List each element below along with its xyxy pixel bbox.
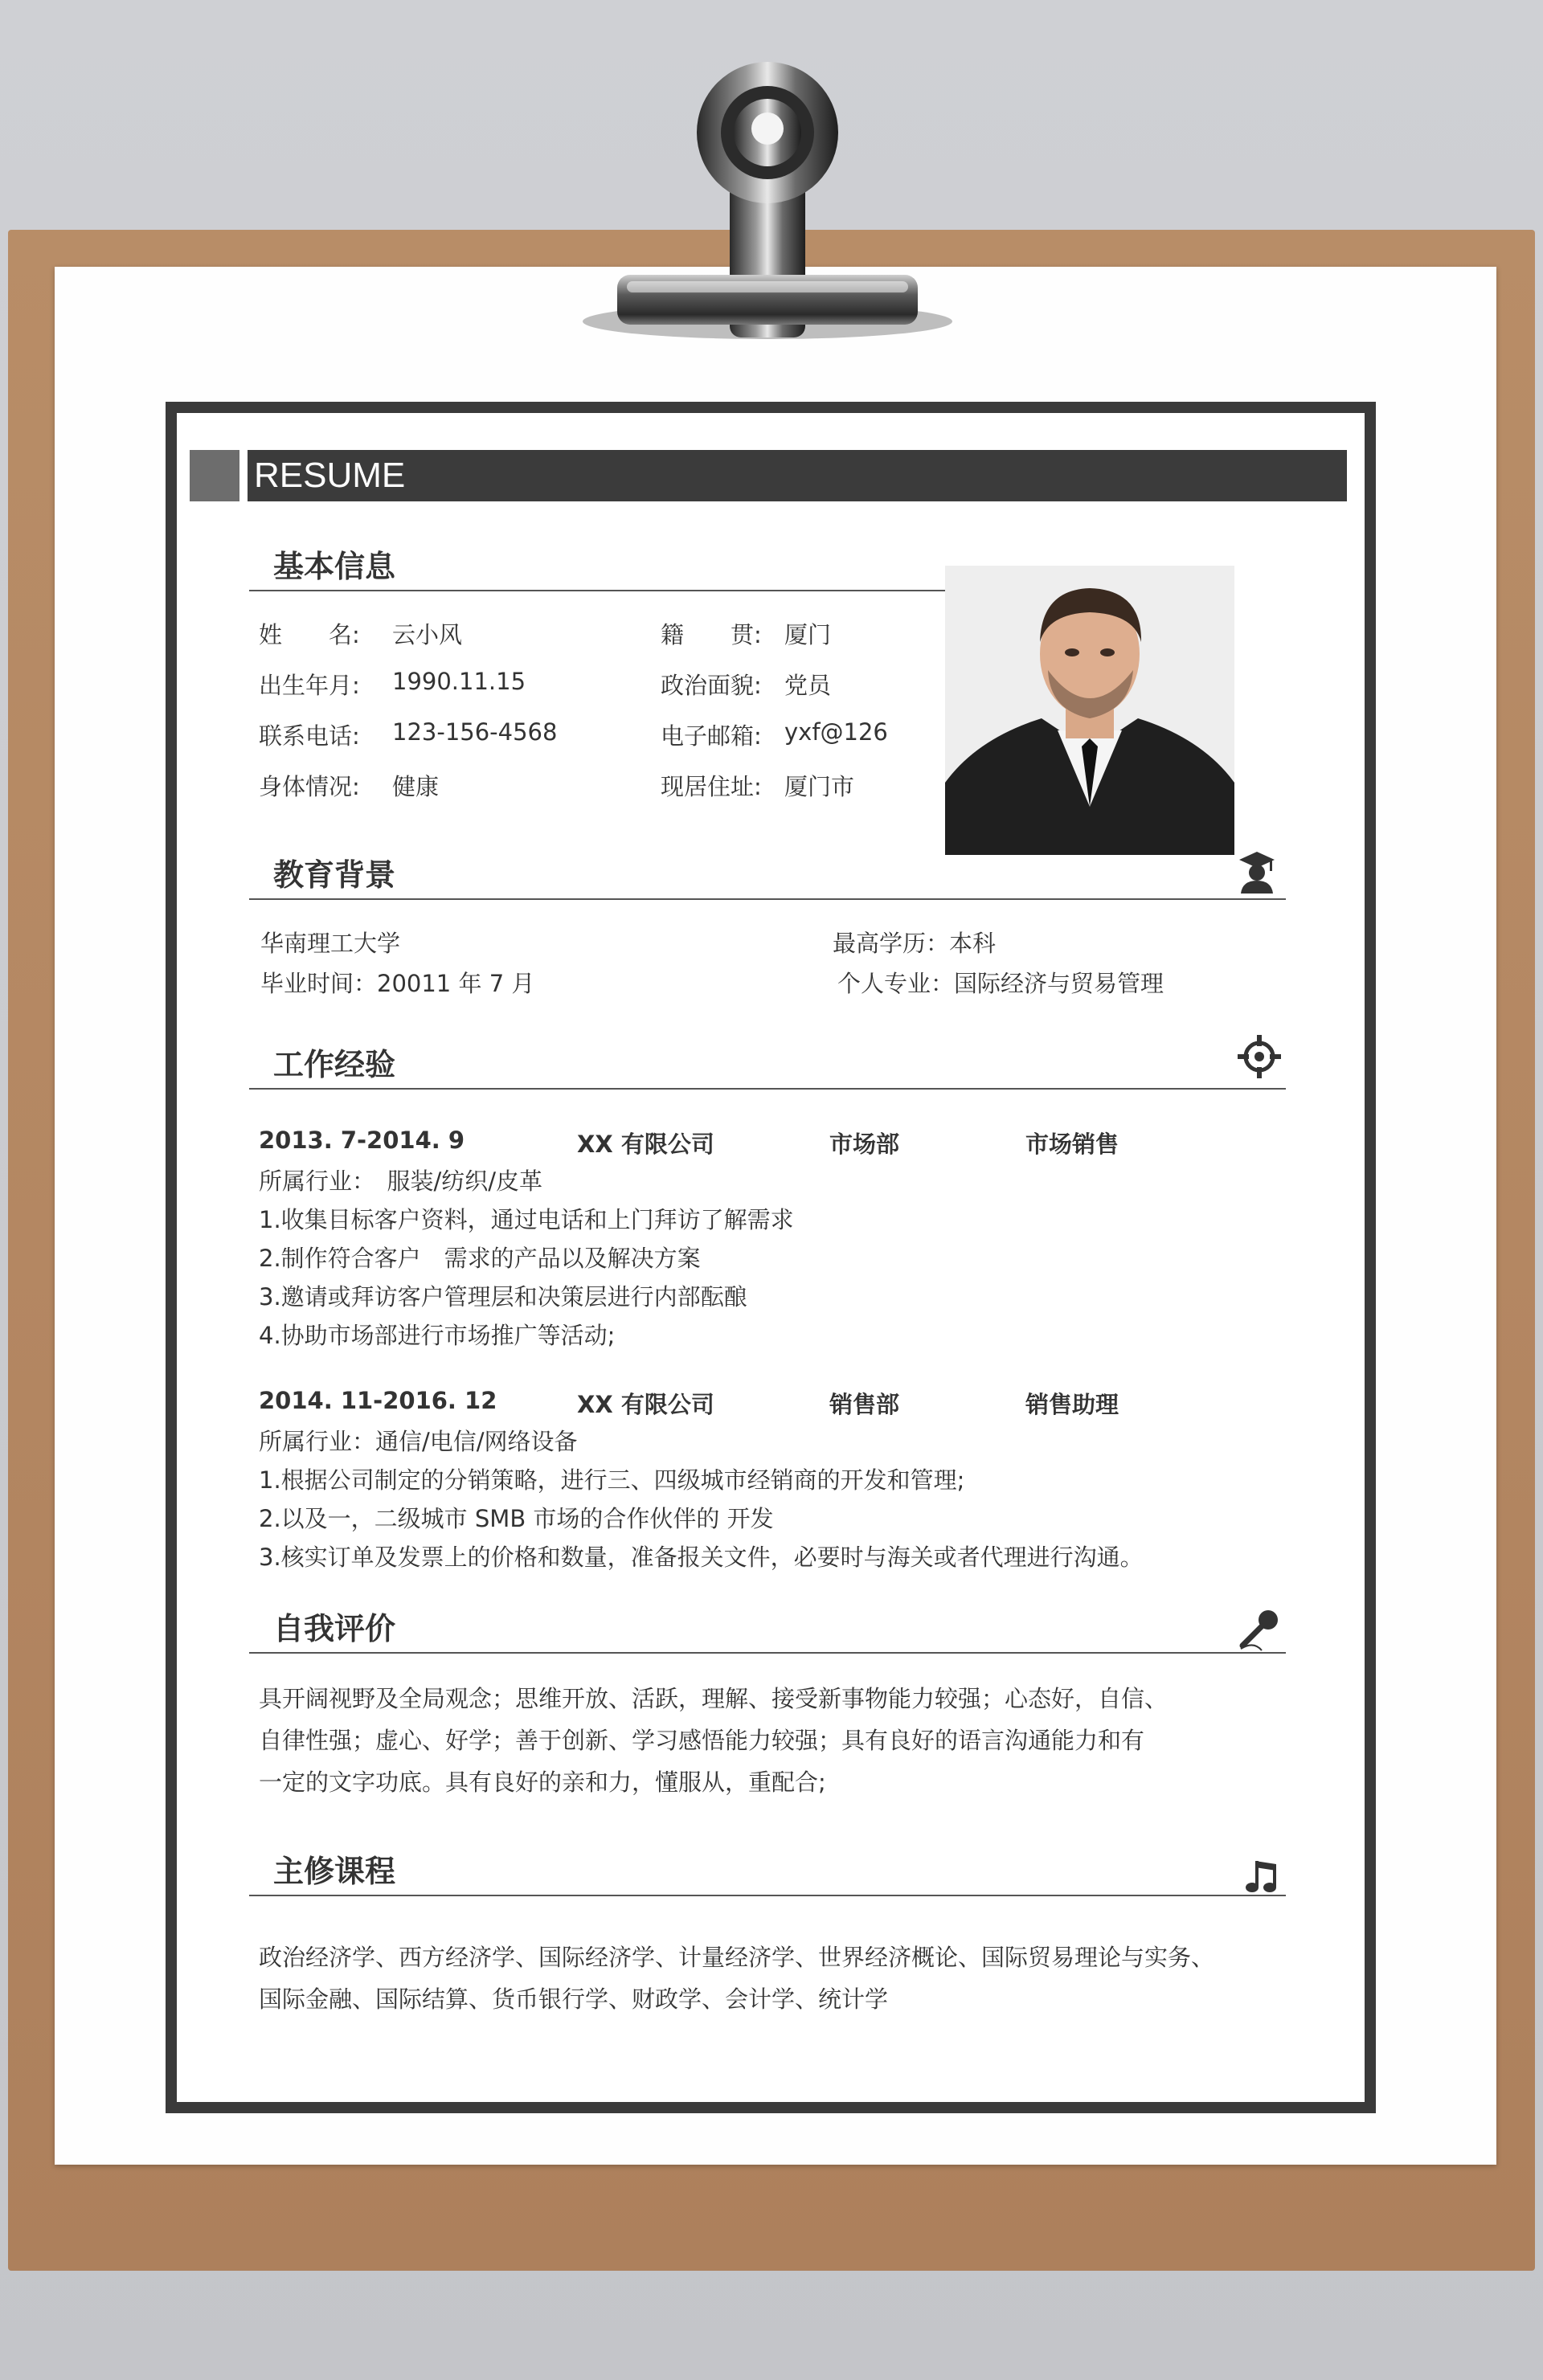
target-icon <box>1238 1035 1281 1078</box>
job-industry: 所属行业：通信/电信/网络设备 <box>259 1428 578 1455</box>
section-divider-basic <box>249 590 945 591</box>
basic-value: 健康 <box>392 773 440 800</box>
basic-label: 姓 名: <box>259 621 360 648</box>
basic-label: 出生年月: <box>259 672 360 699</box>
job-period: 2014. 11-2016. 12 <box>259 1387 497 1414</box>
section-divider-courses <box>249 1895 1286 1896</box>
basic-value: yxf@126 <box>784 718 888 746</box>
portrait-image-icon <box>945 566 1234 855</box>
graduate-icon <box>1239 850 1275 894</box>
job-company: XX 有限公司 <box>577 1391 714 1418</box>
binder-clip-icon <box>579 48 956 354</box>
education-graduation: 毕业时间：20011 年 7 月 <box>260 970 535 997</box>
job-role: 销售助理 <box>1025 1391 1119 1418</box>
job-duty: 3.邀请或拜访客户管理层和决策层进行内部酝酿 <box>259 1283 747 1311</box>
job-company: XX 有限公司 <box>577 1131 714 1158</box>
basic-label: 现居住址: <box>661 773 762 800</box>
section-title-basic: 基本信息 <box>273 549 396 584</box>
basic-label: 电子邮箱: <box>661 722 762 750</box>
resume-label: RESUME <box>248 450 1347 501</box>
job-duty: 3.核实订单及发票上的价格和数量，准备报关文件，必要时与海关或者代理进行沟通。 <box>259 1544 1144 1571</box>
resume-header <box>190 450 1347 501</box>
job-duty: 2.以及一，二级城市 SMB 市场的合作伙伴的 开发 <box>259 1505 774 1532</box>
microphone-icon <box>1238 1609 1281 1652</box>
header-accent-block <box>190 450 239 501</box>
profile-photo <box>945 566 1234 855</box>
section-title-courses: 主修课程 <box>273 1854 396 1889</box>
education-major: 个人专业：国际经济与贸易管理 <box>837 970 1164 997</box>
job-industry: 所属行业： 服装/纺织/皮革 <box>259 1168 543 1195</box>
job-period: 2013. 7-2014. 9 <box>259 1127 465 1154</box>
basic-value: 厦门 <box>784 621 832 648</box>
section-divider-work <box>249 1088 1286 1090</box>
section-divider-self-eval <box>249 1652 1286 1654</box>
section-divider-education <box>249 898 1286 900</box>
section-title-self-eval: 自我评价 <box>273 1611 396 1646</box>
self-eval-line: 具开阔视野及全局观念；思维开放、活跃，理解、接受新事物能力较强；心态好，自信、 <box>259 1685 1169 1712</box>
course-line: 国际金融、国际结算、货币银行学、财政学、会计学、统计学 <box>259 1985 889 2013</box>
basic-value: 厦门市 <box>784 773 855 800</box>
self-eval-line: 自律性强；虚心、好学；善于创新、学习感悟能力较强；具有良好的语言沟通能力和有 <box>259 1727 1145 1754</box>
self-eval-line: 一定的文字功底。具有良好的亲和力，懂服从，重配合; <box>259 1769 826 1796</box>
job-department: 销售部 <box>829 1391 900 1418</box>
basic-label: 籍 贯: <box>661 621 762 648</box>
section-title-work: 工作经验 <box>273 1047 396 1082</box>
basic-label: 政治面貌: <box>661 672 762 699</box>
music-note-icon <box>1244 1858 1281 1895</box>
job-duty: 4.协助市场部进行市场推广等活动; <box>259 1322 616 1349</box>
education-school: 华南理工大学 <box>260 930 401 957</box>
section-title-education: 教育背景 <box>273 857 396 893</box>
basic-value: 党员 <box>784 672 832 699</box>
job-duty: 1.收集目标客户资料，通过电话和上门拜访了解需求 <box>259 1206 794 1233</box>
basic-label: 联系电话: <box>259 722 360 750</box>
basic-value: 123-156-4568 <box>392 718 558 746</box>
basic-value: 1990.11.15 <box>392 668 526 695</box>
basic-value: 云小风 <box>392 621 463 648</box>
job-duty: 2.制作符合客户 需求的产品以及解决方案 <box>259 1245 701 1272</box>
job-role: 市场销售 <box>1025 1131 1119 1158</box>
course-line: 政治经济学、西方经济学、国际经济学、计量经济学、世界经济概论、国际贸易理论与实务、 <box>259 1944 1215 1971</box>
job-department: 市场部 <box>829 1131 900 1158</box>
basic-label: 身体情况: <box>259 773 360 800</box>
job-duty: 1.根据公司制定的分销策略，进行三、四级城市经销商的开发和管理; <box>259 1466 965 1494</box>
education-degree: 最高学历：本科 <box>833 930 997 957</box>
